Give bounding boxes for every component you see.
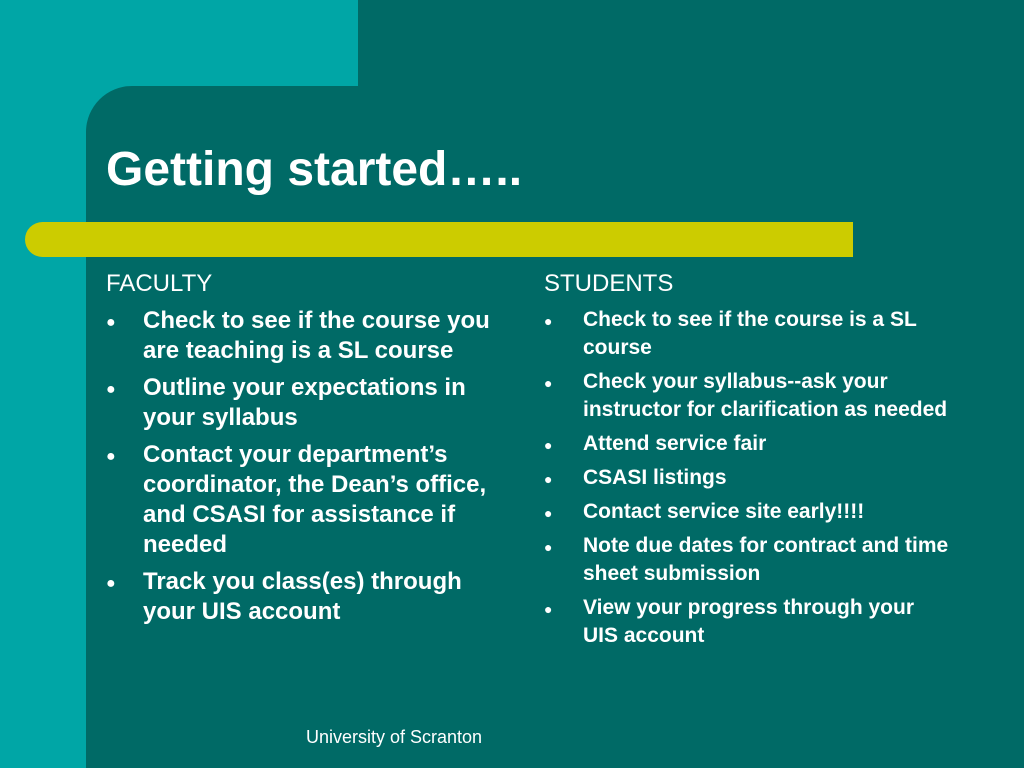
students-list (544, 306, 954, 650)
list-item (544, 498, 954, 526)
list-item (544, 368, 954, 424)
list-item-text: Note due dates for contract and time sheet submission (583, 534, 949, 585)
slide-title: Getting started….. (106, 143, 523, 196)
list-item-text: Contact your department’s coordinator, the Dean’s office, and CSASI for assistance if needed (143, 441, 487, 558)
bullet-icon: ● (544, 471, 553, 487)
list-item (544, 306, 954, 362)
bullet-icon: ● (544, 313, 553, 329)
list-item (106, 440, 516, 560)
bullet-icon: ● (544, 539, 553, 555)
bullet-icon: ● (544, 505, 553, 521)
faculty-list (106, 306, 516, 627)
list-item-text: CSASI listings (583, 466, 727, 489)
list-item-text: Check to see if the course is a SL course (583, 308, 917, 359)
students-heading: STUDENTS (544, 270, 674, 297)
list-item (544, 464, 954, 492)
bullet-icon: ● (544, 601, 553, 617)
bullet-icon: ● (106, 381, 116, 398)
list-item-text: Contact service site early!!!! (583, 500, 865, 523)
list-item (106, 373, 516, 433)
bullet-icon: ● (106, 575, 116, 592)
faculty-column (106, 268, 516, 634)
bullet-icon: ● (544, 437, 553, 453)
bullet-icon: ● (106, 448, 116, 465)
students-column (544, 268, 954, 656)
list-item (544, 594, 954, 650)
footer-text: University of Scranton (306, 727, 483, 747)
bullet-icon: ● (544, 375, 553, 391)
background-dark-top (358, 0, 1024, 100)
list-item (106, 306, 516, 366)
list-item (544, 430, 954, 458)
list-item-text: Check to see if the course you are teaching is a SL course (143, 307, 490, 364)
list-item-text: Outline your expectations in your syllabus (143, 374, 466, 431)
list-item-text: View your progress through your UIS account (583, 596, 914, 647)
list-item-text: Track you class(es) through your UIS account (143, 568, 462, 625)
list-item (106, 567, 516, 627)
faculty-heading: FACULTY (106, 270, 213, 297)
list-item-text: Attend service fair (583, 432, 767, 455)
list-item-text: Check your syllabus--ask your instructor for clarification as needed (583, 370, 948, 421)
list-item (544, 532, 954, 588)
accent-bar (25, 222, 853, 257)
bullet-icon: ● (106, 314, 116, 331)
